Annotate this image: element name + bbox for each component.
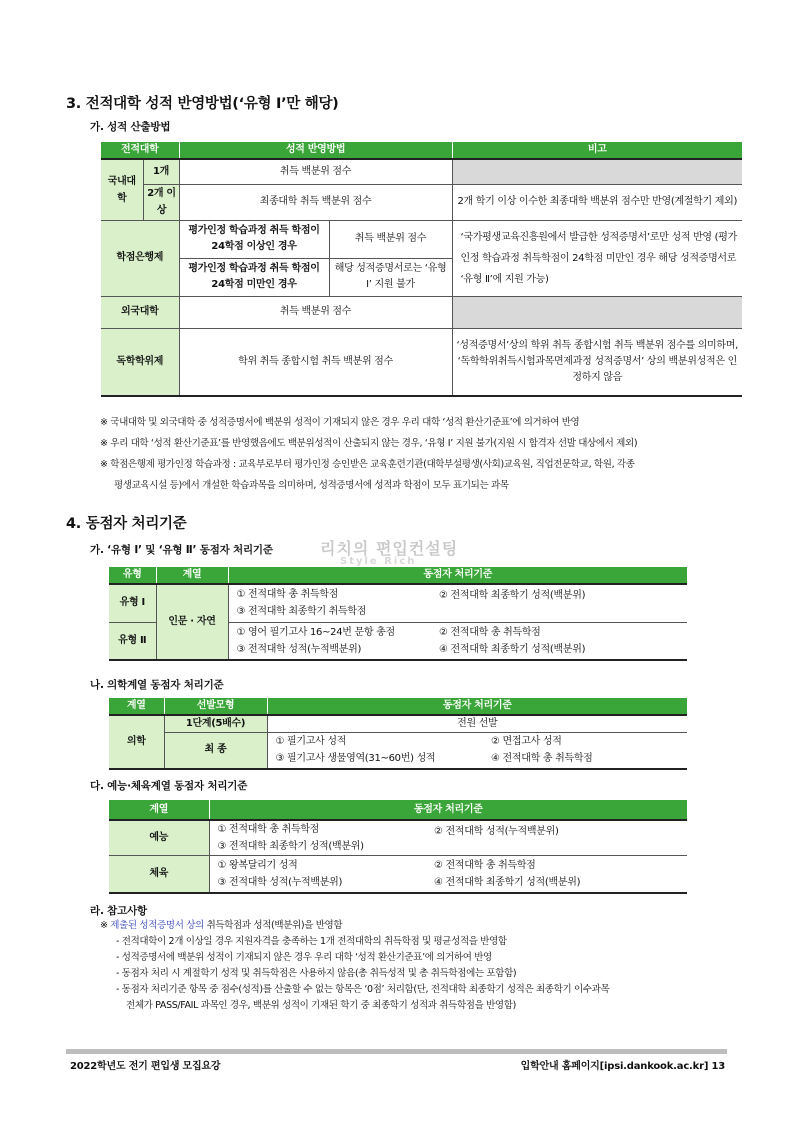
foreign-note — [452, 296, 742, 328]
domestic-1-note — [452, 159, 742, 184]
tie-break-table-1 — [109, 567, 687, 661]
cb-cond-2: 평가인정 학습과정 취득 학점이 24학점 미만인 경우 — [179, 258, 329, 296]
col-header-school: 전적대학 — [101, 142, 179, 159]
arts-items-right: ② 전적대학 성적(누적백분위) — [434, 826, 559, 837]
note-3: ※ 학점은행제 평가인정 학습과정 : 교육부로부터 평가인정 승인받은 교육훈련기관(대학부설평생(사회)교육원, 직업전문학교, 학원, 각종 — [100, 459, 635, 470]
domestic-1-label: 1개 — [143, 159, 179, 184]
sports-items-left: ① 왕복달리기 성적 ③ 전적대학 성적(누적백분위) — [217, 859, 343, 888]
t1-header-criteria: 동점자 처리기준 — [228, 567, 687, 584]
cb-method-1: 취득 백분위 점수 — [329, 220, 452, 258]
section-4a-title: 가. ‘유형 Ⅰ’ 및 ‘유형 Ⅱ’ 동점자 처리기준 — [90, 544, 273, 556]
domestic-1-method: 취득 백분위 점수 — [179, 159, 452, 184]
reference-highlight: 제출된 성적증명서 상의 — [110, 920, 204, 931]
foreign-label: 외국대학 — [101, 296, 179, 328]
section-3-notes — [100, 412, 750, 496]
final-items-right: ② 면접고사 성적 ④ 전적대학 총 취득학점 — [491, 736, 593, 765]
type-2-items-right: ② 전적대학 총 취득학점 ④ 전적대학 최종학기 성적(백분위) — [439, 626, 586, 655]
reference-item: - 동점자 처리기준 항목 중 점수(성적)를 산출할 수 없는 항목은 ‘0점’ 처리함(단, 전적대학 최종학기 성적은 최종학기 이수과목 — [116, 984, 610, 995]
domestic-label: 국내대학 — [101, 159, 143, 220]
t1-header-track: 계열 — [156, 567, 228, 584]
reference-lead: ※ 제출된 성적증명서 상의 취득학점과 성적(백분위)을 반영함 — [100, 920, 343, 931]
credit-bank-label: 학점은행제 — [101, 220, 179, 296]
footer-left: 2022학년도 전기 편입생 모집요강 — [70, 1061, 221, 1072]
grade-method-table — [101, 142, 742, 397]
self-study-method: 학위 취득 종합시험 취득 백분위 점수 — [179, 328, 452, 396]
t2-header-criteria: 동점자 처리기준 — [267, 698, 687, 715]
t2-header-track: 계열 — [109, 698, 164, 715]
sports-label: 체육 — [109, 856, 209, 893]
reference-notes — [100, 918, 750, 1014]
self-study-label: 독학학위제 — [101, 328, 179, 396]
section-4c-title: 다. 예능·체육계열 동점자 처리기준 — [90, 780, 248, 792]
t3-header-track: 계열 — [109, 800, 209, 820]
note-2: ※ 우리 대학 ‘성적 환산기준표’를 반영했음에도 백분위성적이 산출되지 않는 경우, ‘유형 Ⅰ’ 지원 불가(지원 시 합격자 선발 대상에서 제외) — [100, 438, 638, 449]
watermark-brand: Style Rich — [340, 556, 417, 567]
self-study-note: ‘성적증명서’상의 학위 취득 종합시험 취득 백분위 점수를 의미하며, ‘독학학위취득시험과목면제과정 성적증명서’ 상의 백분위성적은 인정하지 않음 — [456, 339, 739, 383]
final-label: 최 종 — [164, 732, 267, 769]
cb-method-2: 해당 성적증명서로는 ‘유형 Ⅰ’ 지원 불가 — [329, 258, 452, 296]
t3-header-criteria: 동점자 처리기준 — [209, 800, 687, 820]
t1-header-type: 유형 — [109, 567, 156, 584]
footer-right: 입학안내 홈페이지[ipsi.dankook.ac.kr] 13 — [520, 1061, 725, 1072]
section-4b-title: 나. 의학계열 동점자 처리기준 — [90, 679, 224, 691]
section-4d-title: 라. 참고사항 — [90, 905, 147, 917]
t2-header-model: 선발모형 — [164, 698, 267, 715]
tie-break-table-2 — [109, 698, 687, 770]
type-1-items-left: ① 전적대학 총 취득학점 ③ 전적대학 최종학기 취득학점 — [236, 589, 367, 618]
reference-item: 전체가 PASS/FAIL 과목인 경우, 백분위 성적이 기재된 학기 중 최종학기 성적과 취득학점을 반영함) — [126, 1000, 516, 1011]
footer-rule — [66, 1049, 727, 1054]
type-2-label: 유형 Ⅱ — [109, 622, 156, 660]
foreign-method: 취득 백분위 점수 — [179, 296, 452, 328]
track-label: 인문 · 자연 — [156, 584, 228, 660]
col-header-method: 성적 반영방법 — [179, 142, 452, 159]
final-items-left: ① 필기고사 성적 ③ 필기고사 생물영역(31~60번) 성적 — [275, 736, 436, 765]
stage1-rule: 전원 선발 — [457, 717, 498, 729]
arts-label: 예능 — [109, 820, 209, 856]
cb-cond-1: 평가인정 학습과정 취득 학점이 24학점 이상인 경우 — [179, 220, 329, 258]
domestic-2-label: 2개 이상 — [143, 184, 179, 220]
stage1-label: 1단계(5배수) — [164, 715, 267, 732]
type-1-items-right: ② 전적대학 최종학기 성적(백분위) — [439, 590, 586, 601]
note-1: ※ 국내대학 및 외국대학 중 성적증명서에 백분위 성적이 기재되지 않은 경우 우리 대학 ‘성적 환산기준표’에 의거하여 반영 — [100, 417, 580, 428]
reference-item: - 동점자 처리 시 계절학기 성적 및 취득학점은 사용하지 않음(총 취득성적 및 총 취득학점에는 포함함) — [116, 968, 517, 979]
note-4: 평생교육시설 등)에서 개설한 학습과목을 의미하며, 성적증명서에 성적과 학점이 모두 표기되는 과목 — [114, 480, 509, 491]
type-2-items-left: ① 영어 필기고사 16~24번 문항 총점 ③ 전적대학 성적(누적백분위) — [236, 626, 395, 655]
domestic-2-method: 최종대학 취득 백분위 점수 — [179, 184, 452, 220]
cb-note: ‘국가평생교육진흥원에서 발급한 성적증명서’로만 성적 반영 (평가인정 학습과정 취득학점이 24학점 미만인 경우 해당 성적증명서로 ‘유형 Ⅱ’에 지원 가능) — [460, 231, 737, 285]
tie-break-table-3 — [109, 800, 687, 894]
sports-items-right: ② 전적대학 총 취득학점 ④ 전적대학 최종학기 성적(백분위) — [434, 859, 581, 888]
section-3a-title: 가. 성적 산출방법 — [90, 121, 171, 133]
section-4-title: 4. 동점자 처리기준 — [66, 516, 187, 532]
medicine-label: 의학 — [109, 715, 164, 769]
arts-items-left: ① 전적대학 총 취득학점 ③ 전적대학 최종학기 성적(백분위) — [217, 824, 364, 852]
watermark-logo: 리치의 편입컨설팅 — [320, 539, 459, 558]
col-header-note: 비고 — [452, 142, 742, 159]
reference-item: - 성적증명서에 백분위 성적이 기재되지 않은 경우 우리 대학 ‘성적 환산기준표’에 의거하여 반영 — [116, 952, 492, 963]
section-3-title: 3. 전적대학 성적 반영방법(‘유형 Ⅰ’만 해당) — [66, 96, 339, 112]
reference-item: - 전적대학이 2개 이상일 경우 지원자격을 충족하는 1개 전적대학의 취득학점 및 평균성적을 반영함 — [116, 936, 507, 947]
type-1-label: 유형 Ⅰ — [109, 584, 156, 622]
domestic-2-note: 2개 학기 이상 이수한 최종대학 백분위 점수만 반영(계절학기 제외) — [457, 196, 738, 207]
